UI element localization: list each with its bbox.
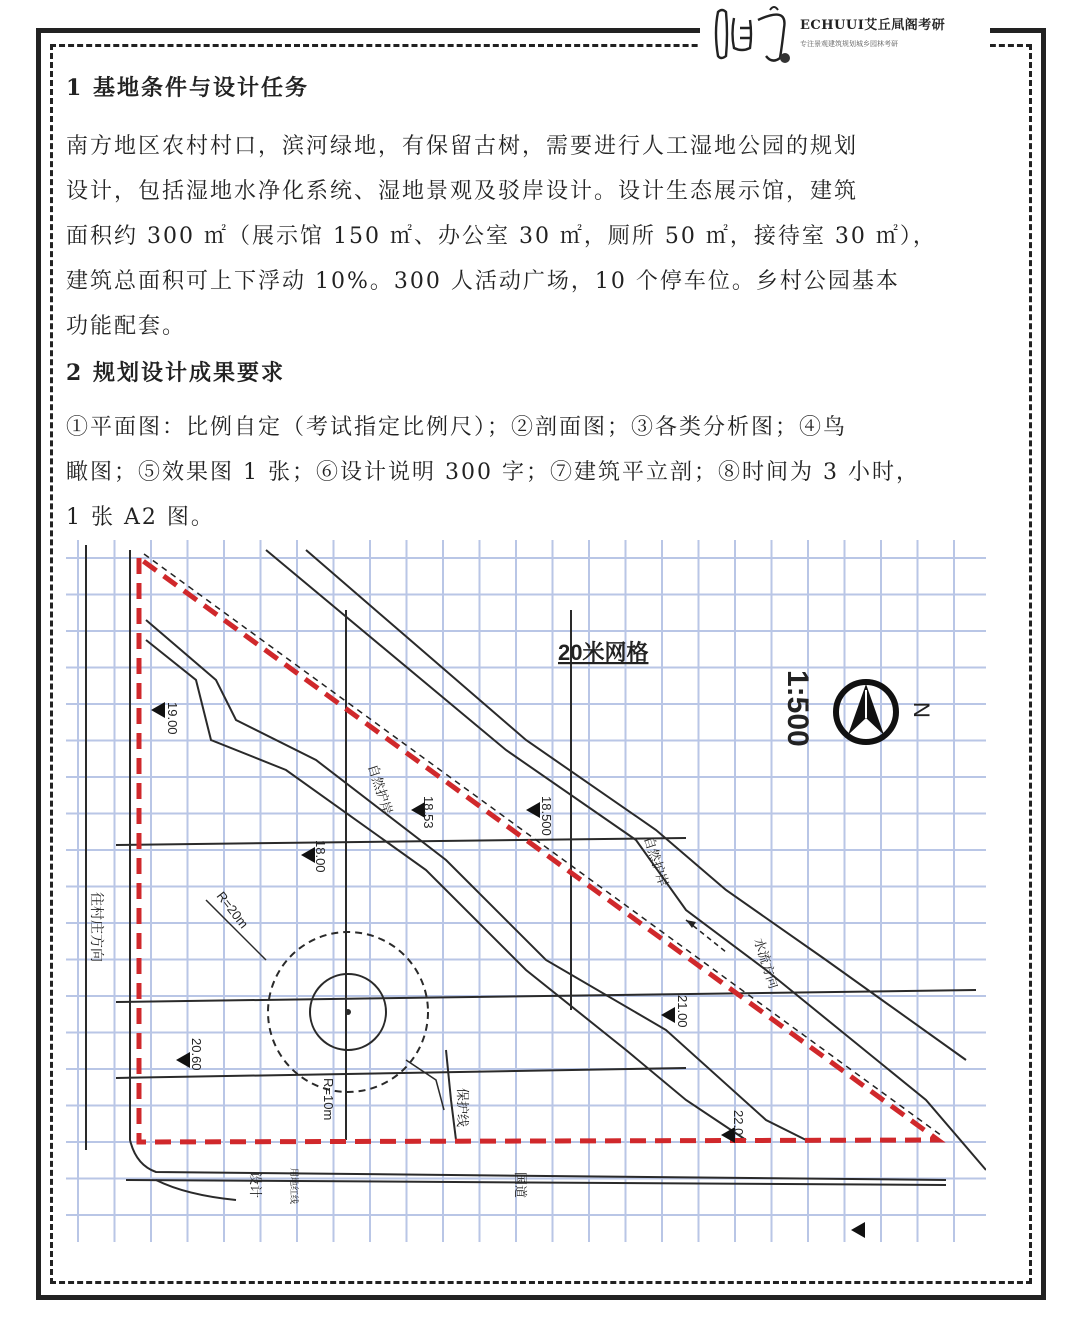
national-road-label: 国道 xyxy=(513,1172,528,1199)
logo-mark-icon xyxy=(700,0,800,70)
logo-tagline: 专注景观建筑规划城乡园林考研 xyxy=(800,40,898,48)
site-text-line: 南方地区农村村口，滨河绿地，有保留古树，需要进行人工湿地公园的规划 xyxy=(66,134,859,159)
brand-logo xyxy=(700,0,990,70)
protection-leader-line xyxy=(406,1060,444,1110)
elevation-label: 18.500 xyxy=(539,796,554,836)
natural-bank-label: 自然护岸 xyxy=(641,834,672,889)
grid-scale-label: 20米网格 xyxy=(558,640,649,665)
site-text-line: 功能配套。 xyxy=(66,314,187,339)
requirement-text-line: 1 张 A2 图。 xyxy=(66,505,215,530)
site-linework xyxy=(86,545,986,1200)
outer-radius-label: R=20m xyxy=(213,888,252,932)
requirement-text-line: 瞰图；⑤效果图 1 张；⑥设计说明 300 字；⑦建筑平立剖；⑧时间为 3 小时， xyxy=(66,460,920,485)
elevation-label: 20.60 xyxy=(189,1038,204,1071)
section-heading-requirements: 2 规划设计成果要求 xyxy=(66,360,285,386)
to-village-label: 往村庄方向 xyxy=(89,892,105,962)
elevation-label: 22.0 xyxy=(731,1110,746,1136)
red-line-note: 用地红线 xyxy=(289,1168,299,1205)
requirement-text-line: ①平面图：比例自定（考试指定比例尺）；②剖面图；③各类分析图；④鸟 xyxy=(66,415,848,440)
ancient-tree-point xyxy=(345,1009,351,1015)
water-flow-label: 水流方向 xyxy=(751,936,782,991)
inner-radius-label: R=10m xyxy=(321,1078,336,1121)
logo-brand-text: ECHUUI艾丘凬阁考研 xyxy=(800,18,946,33)
site-plan-map xyxy=(66,540,986,1242)
site-text-line: 面积约 300 ㎡（展示馆 150 ㎡、办公室 30 ㎡，厕所 50 ㎡，接待室 30 ㎡）， xyxy=(66,224,937,249)
protection-line-label: 保护线 xyxy=(455,1088,470,1128)
map-scale-ratio: 1:500 xyxy=(781,670,814,747)
elevation-markers xyxy=(151,702,865,1238)
elevation-label: 18.00 xyxy=(313,840,328,873)
elevation-label: 21.00 xyxy=(675,995,690,1028)
design-label: 设计 xyxy=(248,1172,263,1199)
section-heading-site: 1 基地条件与设计任务 xyxy=(66,75,309,101)
natural-bank-label: 自然护岸 xyxy=(365,762,396,817)
north-label: N xyxy=(909,702,934,718)
elevation-label: 19.00 xyxy=(165,702,180,735)
site-plan-drawing xyxy=(66,540,986,1242)
site-text-line: 建筑总面积可上下浮动 10%。300 人活动广场，10 个停车位。乡村公园基本 xyxy=(66,269,900,294)
task-content xyxy=(66,68,1026,540)
grid-lines xyxy=(66,540,986,1242)
site-text-line: 设计，包括湿地水净化系统、湿地景观及驳岸设计。设计生态展示馆，建筑 xyxy=(66,179,859,204)
elevation-label: 18.53 xyxy=(421,796,436,829)
site-black-dashed-edge xyxy=(144,554,942,1136)
